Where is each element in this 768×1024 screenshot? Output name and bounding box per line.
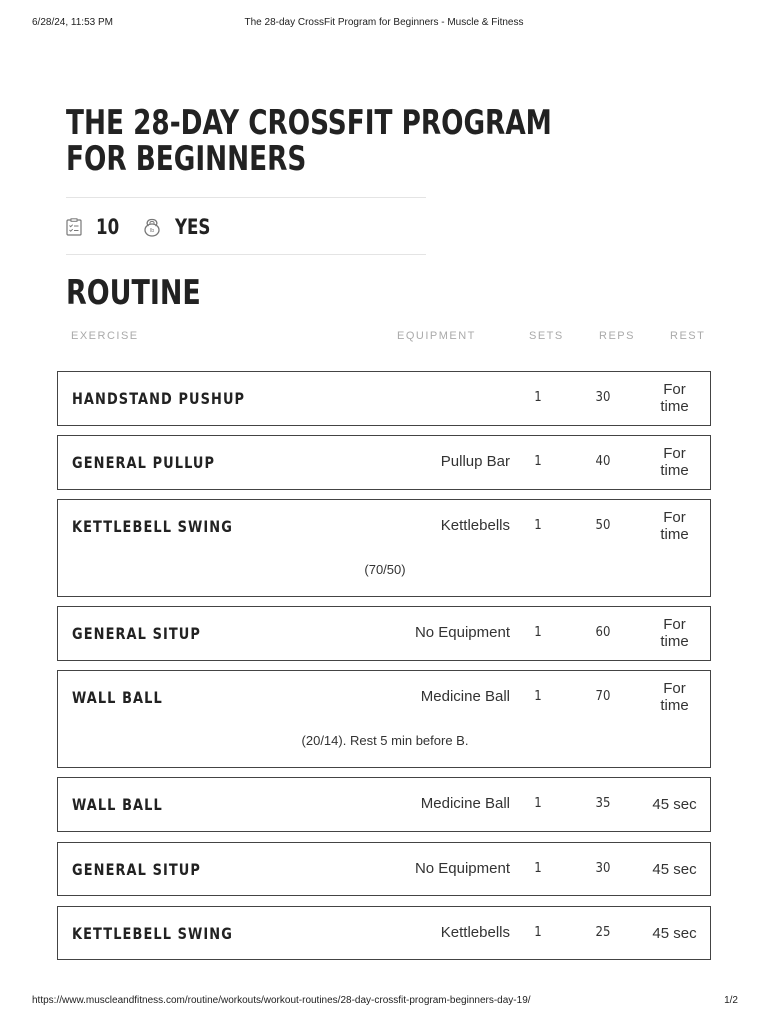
equipment-label: Kettlebells <box>440 517 510 534</box>
rest-line: time <box>660 697 689 714</box>
print-datetime: 6/28/24, 11:53 PM <box>32 17 113 28</box>
routine-row <box>57 670 711 768</box>
exercise-name: GENERAL PULLUP <box>72 453 216 472</box>
rest-line: 45 sec <box>652 925 697 942</box>
rest-value <box>643 925 706 942</box>
equipment-label: No Equipment <box>414 860 510 877</box>
rest-line: time <box>660 462 689 479</box>
print-footer <box>0 995 768 1009</box>
print-page-title: The 28-day CrossFit Program for Beginners - Muscle & Fitness <box>244 17 524 28</box>
routine-row <box>57 435 711 490</box>
routine-row <box>57 371 711 426</box>
reps-value: 70 <box>595 689 611 704</box>
exercise-name: HANDSTAND PUSHUP <box>72 389 246 408</box>
exercise-note: (70/50) <box>364 562 406 577</box>
reps-value: 25 <box>595 925 611 940</box>
sets-value: 1 <box>534 861 542 876</box>
print-url: https://www.muscleandfitness.com/routine/workouts/workout-routines/28-day-crossfit-program-beginners-day-19/ <box>32 995 531 1006</box>
rest-line: For <box>663 509 686 526</box>
equipment-label: Medicine Ball <box>420 795 510 812</box>
rest-line: For <box>663 381 686 398</box>
rest-line: For <box>663 445 686 462</box>
reps-value: 50 <box>595 518 611 533</box>
column-header-exercise: EXERCISE <box>71 330 139 342</box>
routine-row <box>57 499 711 597</box>
rest-line: time <box>660 398 689 415</box>
sets-value: 1 <box>534 518 542 533</box>
article-title: THE 28-DAY CROSSFIT PROGRAM FOR BEGINNERS <box>66 103 552 179</box>
rest-value <box>643 796 706 813</box>
reps-value: 30 <box>595 861 611 876</box>
stat-equipment <box>143 212 215 242</box>
routine-row <box>57 606 711 661</box>
rest-line: time <box>660 526 689 543</box>
print-header <box>0 17 768 31</box>
reps-value: 30 <box>595 390 611 405</box>
sets-value: 1 <box>534 625 542 640</box>
column-header-rest: REST <box>670 330 706 342</box>
divider <box>66 197 426 198</box>
sets-value: 1 <box>534 454 542 469</box>
exercise-note: (20/14). Rest 5 min before B. <box>301 733 469 748</box>
reps-value: 60 <box>595 625 611 640</box>
routine-row <box>57 777 711 832</box>
rest-value <box>643 509 706 543</box>
reps-value: 35 <box>595 796 611 811</box>
equipment-label: Medicine Ball <box>420 688 510 705</box>
column-header-reps: REPS <box>599 330 635 342</box>
sets-value: 1 <box>534 689 542 704</box>
equipment-label: Pullup Bar <box>440 453 510 470</box>
kettlebell-icon <box>143 218 161 237</box>
routine-heading: ROUTINE <box>66 273 201 313</box>
sets-value: 1 <box>534 796 542 811</box>
rest-value <box>643 616 706 650</box>
svg-text:lb: lb <box>149 227 155 234</box>
rest-value <box>643 861 706 878</box>
equipment-label: No Equipment <box>414 624 510 641</box>
rest-line: time <box>660 633 689 650</box>
rest-line: 45 sec <box>652 796 697 813</box>
rest-value <box>643 445 706 479</box>
routine-row <box>57 906 711 960</box>
routine-row <box>57 842 711 896</box>
exercise-name: GENERAL SITUP <box>72 860 201 879</box>
exercise-name: WALL BALL <box>72 688 163 707</box>
article-stats <box>66 212 426 242</box>
stat-value: YES <box>175 215 211 239</box>
rest-line: For <box>663 680 686 697</box>
sets-value: 1 <box>534 925 542 940</box>
column-header-equipment: EQUIPMENT <box>397 330 476 342</box>
stat-exercises <box>66 212 122 242</box>
sets-value: 1 <box>534 390 542 405</box>
equipment-label: Kettlebells <box>440 924 510 941</box>
exercise-name: GENERAL SITUP <box>72 624 201 643</box>
reps-value: 40 <box>595 454 611 469</box>
exercise-name: KETTLEBELL SWING <box>72 924 233 943</box>
exercise-name: WALL BALL <box>72 795 163 814</box>
stat-value: 10 <box>96 215 120 239</box>
rest-value <box>643 680 706 714</box>
rest-value <box>643 381 706 415</box>
exercise-name: KETTLEBELL SWING <box>72 517 233 536</box>
column-header-sets: SETS <box>529 330 564 342</box>
checklist-icon <box>66 218 82 236</box>
rest-line: 45 sec <box>652 861 697 878</box>
divider <box>66 254 426 255</box>
rest-line: For <box>663 616 686 633</box>
page-indicator: 1/2 <box>724 995 738 1006</box>
